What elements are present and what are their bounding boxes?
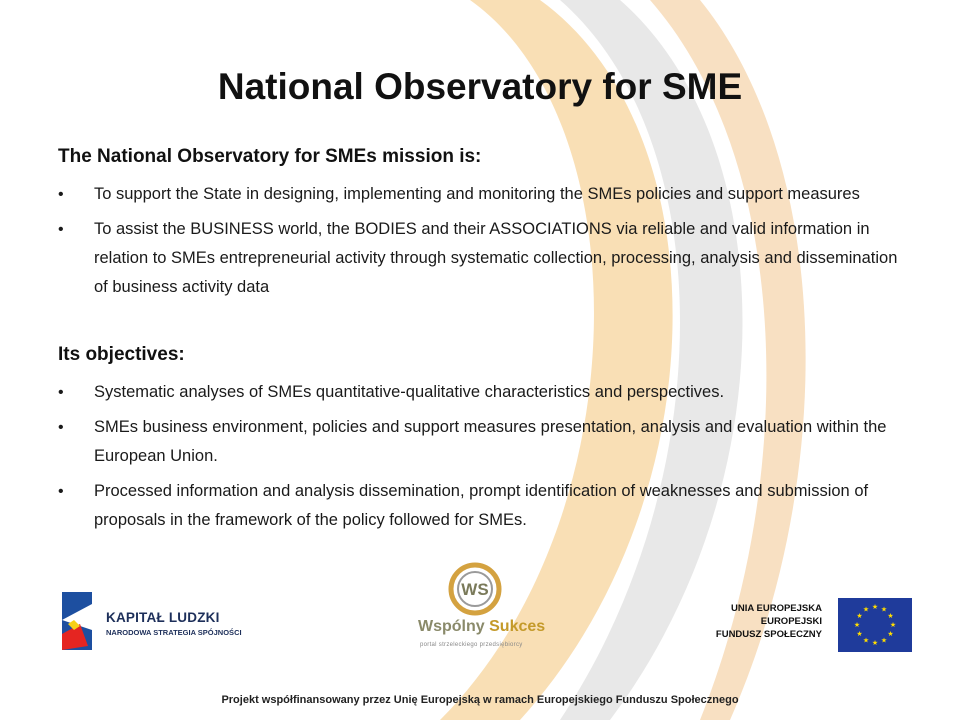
eu-flag-icon bbox=[838, 598, 912, 652]
mission-bullet: • To support the State in designing, implementing and monitoring the SMEs policies and support measures bbox=[58, 180, 898, 209]
svg-text:★: ★ bbox=[889, 621, 897, 629]
logo-bar bbox=[0, 560, 960, 720]
wspolny-sukces-tagline: portal strzeleckiego przedsiębiorcy bbox=[420, 642, 523, 648]
kapital-ludzki-logo-icon bbox=[58, 590, 102, 654]
kapital-ludzki-subtitle: NARODOWA STRATEGIA SPÓJNOŚCI bbox=[106, 628, 242, 637]
wspolny-sukces-logo bbox=[410, 562, 546, 662]
svg-text:★: ★ bbox=[871, 603, 879, 611]
svg-text:★: ★ bbox=[887, 612, 894, 620]
mission-list bbox=[58, 180, 898, 302]
svg-text:★: ★ bbox=[853, 621, 861, 629]
wspolny-sukces-name bbox=[418, 618, 545, 636]
eu-line3: FUNDUSZ SPOŁECZNY bbox=[715, 629, 822, 640]
svg-text:★: ★ bbox=[856, 630, 863, 638]
svg-text:★: ★ bbox=[880, 636, 888, 645]
svg-text:★: ★ bbox=[871, 639, 879, 647]
objective-bullet: • Systematic analyses of SMEs quantitative-qualitative characteristics and perspectives. bbox=[58, 378, 898, 407]
kapital-ludzki-logo bbox=[58, 590, 258, 654]
objectives-list bbox=[58, 378, 898, 535]
svg-text:★: ★ bbox=[887, 630, 894, 638]
mission-heading: The National Observatory for SMEs mission is: bbox=[58, 146, 482, 167]
mission-bullet: • To assist the BUSINESS world, the BODIES and their ASSOCIATIONS via reliable and valid information in relation to SMEs entrepreneurial activity through systematic collection, processing, analysis and dissemination of business activity data bbox=[58, 215, 898, 302]
objective-bullet: • Processed information and analysis dissemination, prompt identification of weaknesses and submission of proposals in the framework of the policy followed for SMEs. bbox=[58, 477, 898, 535]
svg-text:★: ★ bbox=[856, 612, 863, 620]
svg-text:★: ★ bbox=[862, 636, 870, 645]
ws-name-part2: Sukces bbox=[484, 618, 546, 635]
footer-note: Projekt współfinansowany przez Unię Europejską w ramach Europejskiego Funduszu Społecznego bbox=[221, 694, 739, 706]
kapital-ludzki-title: KAPITAŁ LUDZKI bbox=[106, 610, 220, 625]
eu-text bbox=[704, 602, 822, 641]
eu-logo bbox=[700, 598, 912, 652]
svg-text:★: ★ bbox=[862, 605, 870, 614]
slide-content bbox=[58, 146, 898, 541]
eu-line2: EUROPEJSKI bbox=[760, 616, 822, 627]
objective-bullet: • SMEs business environment, policies and support measures presentation, analysis and evaluation within the European Union. bbox=[58, 413, 898, 471]
ws-name-part1: Wspólny bbox=[418, 618, 485, 635]
ws-circle-icon bbox=[445, 562, 505, 616]
eu-line1: UNIA EUROPEJSKA bbox=[731, 603, 822, 614]
ws-monogram: WS bbox=[461, 580, 489, 599]
svg-text:★: ★ bbox=[880, 605, 888, 614]
slide-title: National Observatory for SME bbox=[217, 66, 743, 107]
objectives-heading: Its objectives: bbox=[58, 344, 185, 365]
